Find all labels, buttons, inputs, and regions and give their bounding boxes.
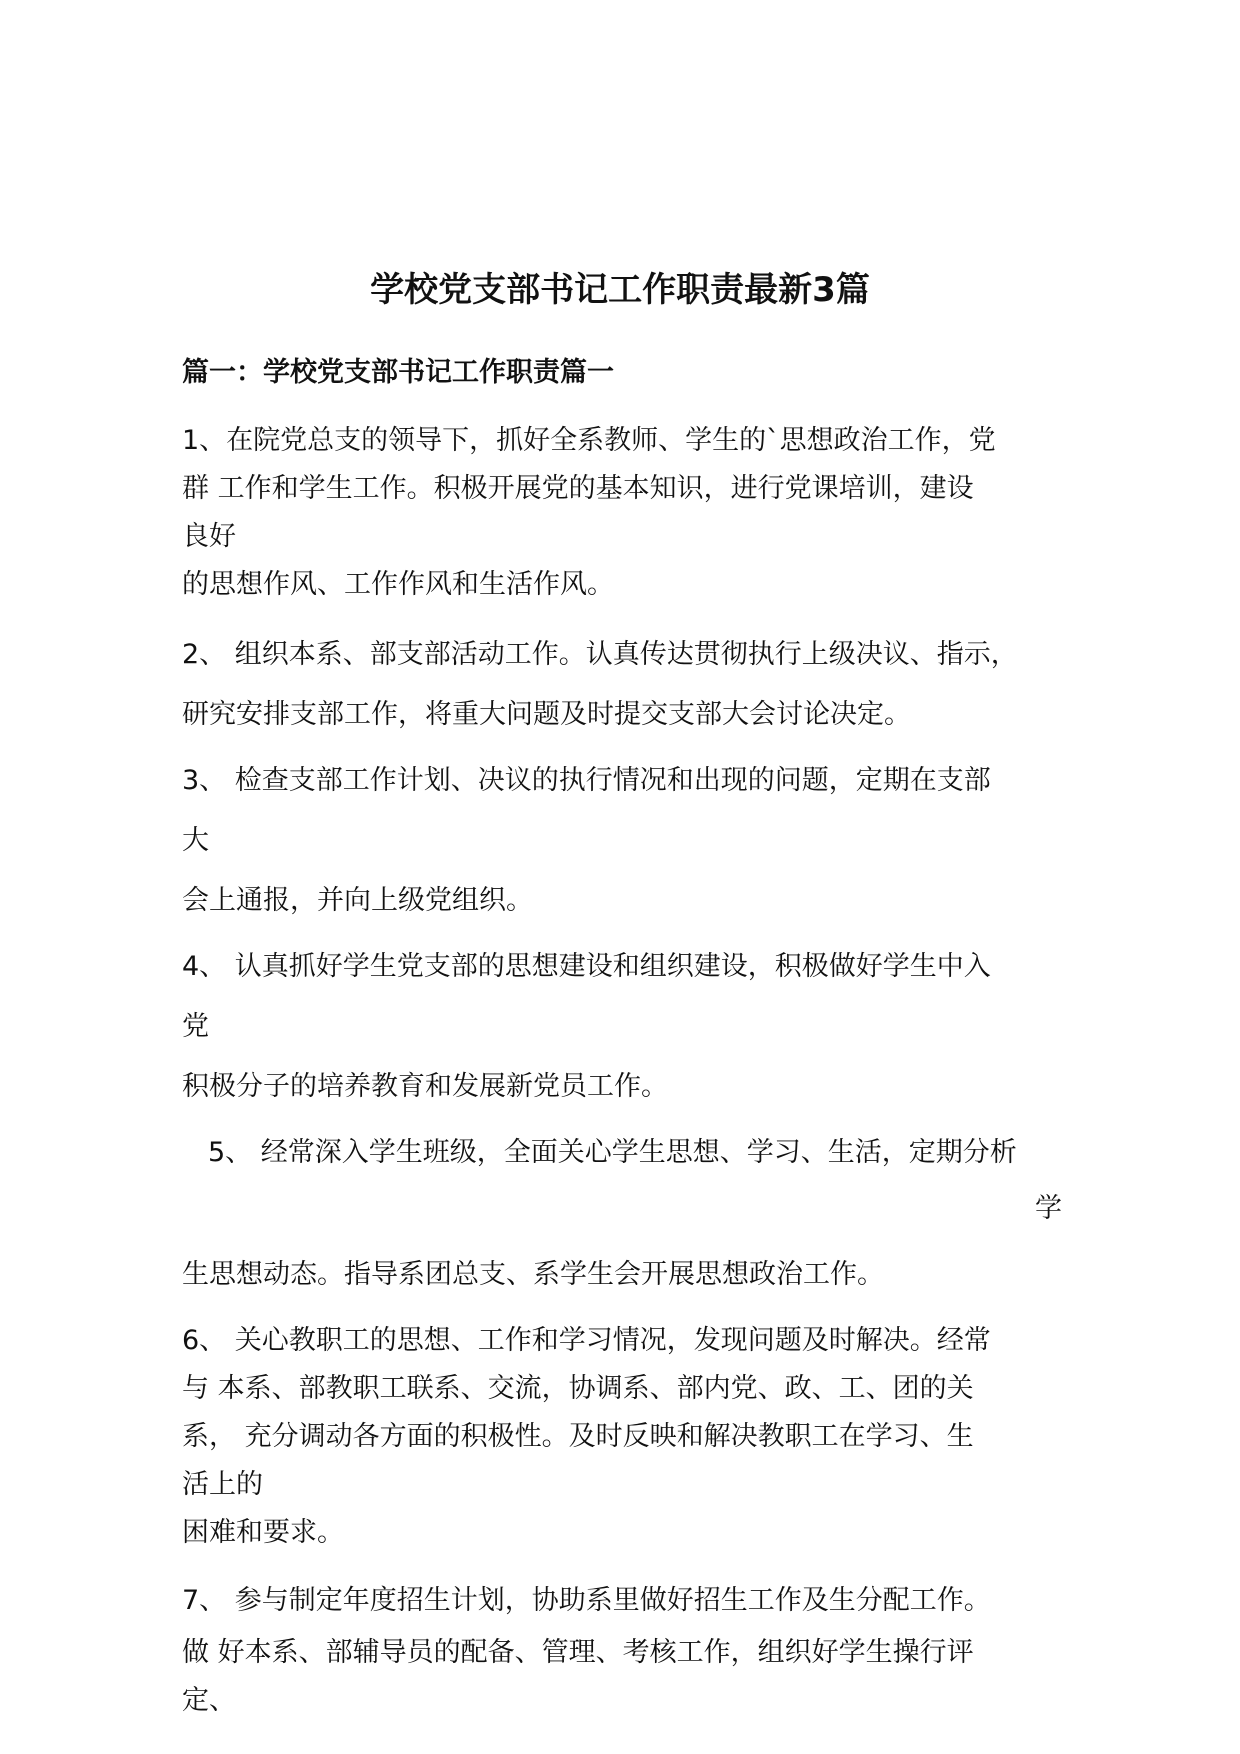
body-line: 大 xyxy=(182,825,209,856)
body-line: 良好 xyxy=(182,521,236,552)
body-line: 会上通报，并向上级党组织。 xyxy=(182,885,533,916)
body-line: 2、 组织本系、部支部活动工作。认真传达贯彻执行上级决议、指示， xyxy=(182,639,1018,670)
body-line: 生思想动态。指导系团总支、系学生会开展思想政治工作。 xyxy=(182,1259,884,1290)
body-line: 学 xyxy=(1035,1193,1062,1224)
body-line: 6、 关心教职工的思想、工作和学习情况，发现问题及时解决。经常 xyxy=(182,1325,991,1356)
body-line: 系， 充分调动各方面的积极性。及时反映和解决教职工在学习、生 xyxy=(182,1421,974,1452)
body-line: 党 xyxy=(182,1011,209,1042)
document-title: 学校党支部书记工作职责最新3篇 xyxy=(370,270,870,310)
body-line: 1、在院党总支的领导下，抓好全系教师、学生的`思想政治工作，党 xyxy=(182,425,996,456)
body-line: 与 本系、部教职工联系、交流，协调系、部内党、政、工、团的关 xyxy=(182,1373,974,1404)
body-line: 7、 参与制定年度招生计划，协助系里做好招生工作及生分配工作。 xyxy=(182,1585,991,1616)
body-line: 积极分子的培养教育和发展新党员工作。 xyxy=(182,1071,668,1102)
body-line: 的思想作风、工作作风和生活作风。 xyxy=(182,569,614,600)
body-line: 5、 经常深入学生班级，全面关心学生思想、学习、生活，定期分析 xyxy=(208,1137,1017,1168)
body-line: 3、 检查支部工作计划、决议的执行情况和出现的问题，定期在支部 xyxy=(182,765,991,796)
body-line: 活上的 xyxy=(182,1469,263,1500)
body-line: 4、 认真抓好学生党支部的思想建设和组织建设，积极做好学生中入 xyxy=(182,951,991,982)
body-line: 研究安排支部工作，将重大问题及时提交支部大会讨论决定。 xyxy=(182,699,911,730)
body-line: 做 好本系、部辅导员的配备、管理、考核工作，组织好学生操行评 xyxy=(182,1637,974,1668)
body-line: 群 工作和学生工作。积极开展党的基本知识，进行党课培训，建设 xyxy=(182,473,974,504)
section-heading: 篇一：学校党支部书记工作职责篇一 xyxy=(182,357,614,388)
body-line: 困难和要求。 xyxy=(182,1517,344,1548)
body-line: 定、 xyxy=(182,1685,236,1716)
